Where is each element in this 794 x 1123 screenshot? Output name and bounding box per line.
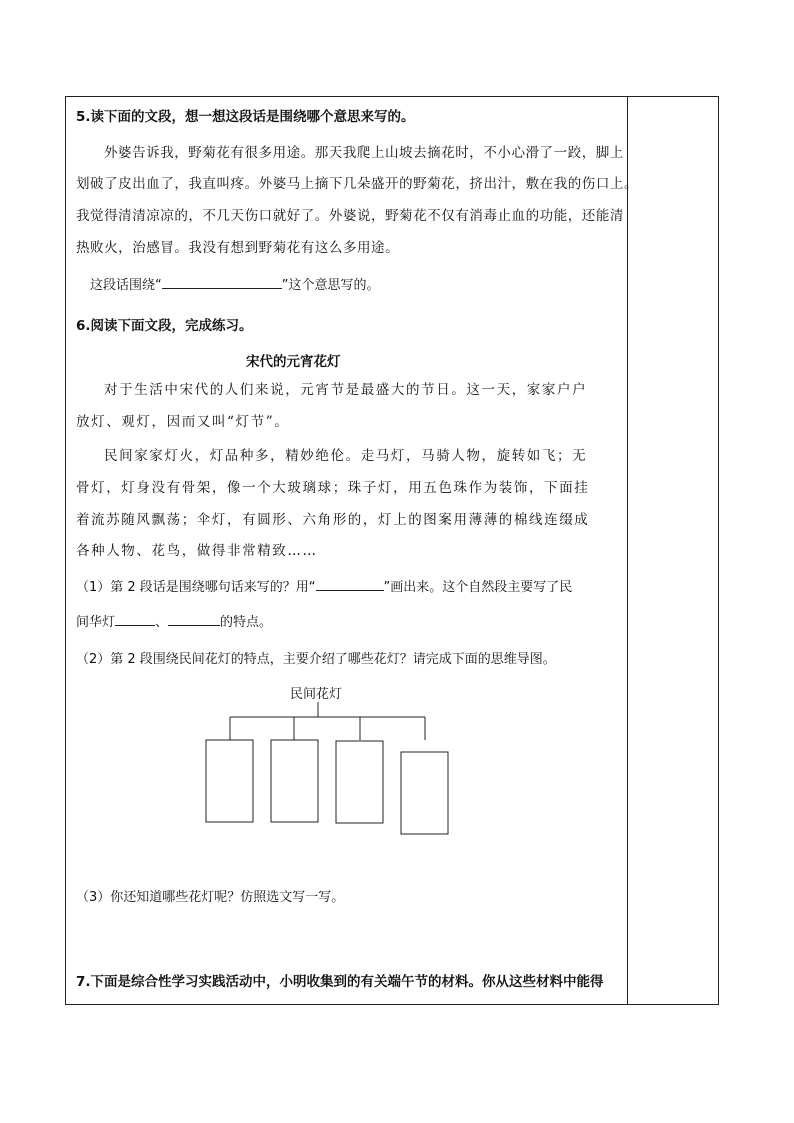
q5-answer-suffix: ”这个意思写的。 <box>281 278 380 293</box>
column-divider <box>627 97 628 1004</box>
worksheet-table <box>65 96 719 1005</box>
mindmap-box-1[interactable] <box>206 740 253 822</box>
sub2-line: （2）第 2 段围绕民间花灯的特点，主要介绍了哪些花灯？请完成下面的思维导图。 <box>76 652 556 667</box>
mindmap-diagram <box>66 97 627 1006</box>
sub1-text-c: 间华灯 <box>76 615 116 630</box>
mindmap-box-2[interactable] <box>271 740 318 822</box>
sub1-text-d: 、 <box>155 615 169 630</box>
para2-line-1: 民间家家灯火，灯品种多，精妙绝伦。走马灯，马骑人物，旋转如飞；无 <box>104 448 588 464</box>
sub1-text-a: （1）第 2 段话是围绕哪句话来写的？用“ <box>76 580 316 595</box>
q5-line-1: 外婆告诉我，野菊花有很多用途。那天我爬上山坡去摘花时，不小心滑了一跤，脚上 <box>104 145 624 161</box>
sub1-text-e: 的特点。 <box>220 615 273 630</box>
para2-line-4: 各种人物、花鸟，做得非常精致…… <box>76 543 318 559</box>
para1-line-1: 对于生活中宋代的人们来说，元宵节是最盛大的节日。这一天，家家户户 <box>104 382 588 398</box>
main-column <box>66 97 638 1004</box>
mindmap-box-3[interactable] <box>336 741 383 823</box>
q5-title: 5.读下面的文段，想一想这段话是围绕哪个意思来写的。 <box>76 109 415 125</box>
para1-line-2: 放灯、观灯，因而又叫“灯节”。 <box>76 414 290 430</box>
sub3-line: （3）你还知道哪些花灯呢？仿照选文写一写。 <box>76 890 345 905</box>
mindmap-root: 民间花灯 <box>290 687 343 702</box>
q5-line-2: 划破了皮出血了，我直叫疼。外婆马上摘下几朵盛开的野菊花，挤出汁，敷在我的伤口上。 <box>76 176 638 192</box>
q6-title: 6.阅读下面文段，完成练习。 <box>76 318 253 334</box>
q5-line-4: 热败火，治感冒。我没有想到野菊花有这么多用途。 <box>76 240 400 256</box>
q5-answer-prefix: 这段话围绕“ <box>90 278 162 293</box>
para2-line-2: 骨灯，灯身没有骨架，像一个大玻璃球；珠子灯，用五色珠作为装饰，下面挂 <box>76 480 590 496</box>
sub1-text-b: ”画出来。这个自然段主要写了民 <box>383 580 573 595</box>
article-title: 宋代的元宵花灯 <box>246 354 341 370</box>
q5-line-3: 我觉得清清凉凉的，不几天伤口就好了。外婆说，野菊花不仅有消毒止血的功能，还能清 <box>76 208 624 224</box>
mindmap-box-4[interactable] <box>401 752 448 834</box>
para2-line-3: 着流苏随风飘荡；伞灯，有圆形、六角形的，灯上的图案用薄薄的棉线连缀成 <box>76 512 590 528</box>
q7-title: 7.下面是综合性学习实践活动中，小明收集到的有关端午节的材料。你从这些材料中能得 <box>76 974 604 990</box>
